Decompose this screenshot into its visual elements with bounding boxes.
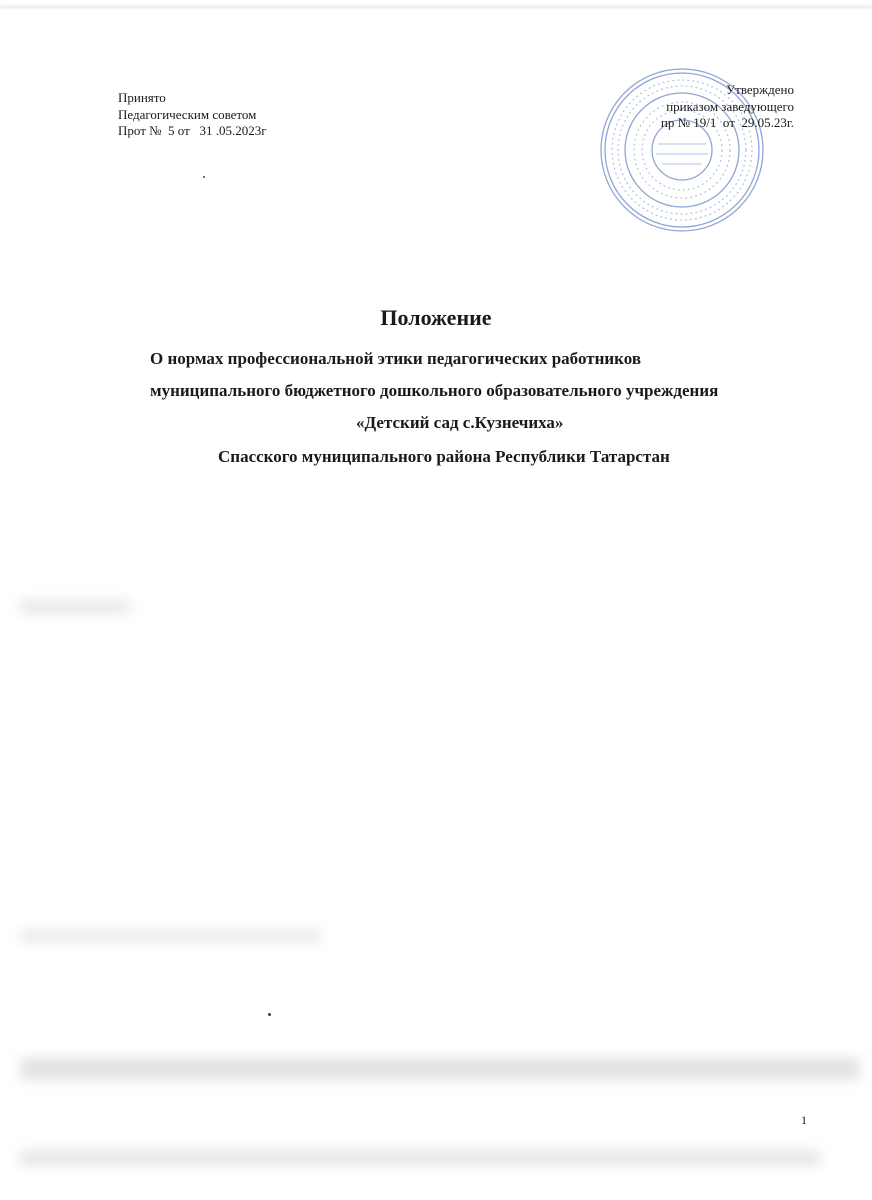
scan-speck [203,176,205,178]
accepted-council: Педагогическим советом [118,106,257,122]
approved-block [661,82,794,132]
approved-order: приказом заведующего [666,98,794,114]
document-title: Положение [380,305,492,330]
scan-top-edge [0,6,872,8]
subtitle-line-1: О нормах профессиональной этики педагогических работников [150,349,641,368]
page-number: 1 [801,1113,807,1127]
subtitle-line-2: муниципального бюджетного дошкольного образовательного учреждения [150,381,719,400]
subtitle-line-4: Спасского муниципального района Республики Татарстан [218,447,670,466]
accepted-block [118,90,267,140]
approved-label: Утверждено [725,82,794,97]
accepted-protocol: Прот № 5 от 31 .05.2023г [118,123,267,138]
approved-number: пр № 19/1 от 29.05.23г. [660,115,794,130]
accepted-label: Принято [118,90,166,105]
scan-artifact [20,1058,860,1080]
scan-artifact [20,930,320,942]
scan-speck [268,1013,271,1016]
scan-artifact [20,1150,820,1166]
scan-artifact [20,600,130,614]
subtitle-line-3: «Детский сад с.Кузнечиха» [356,413,564,432]
